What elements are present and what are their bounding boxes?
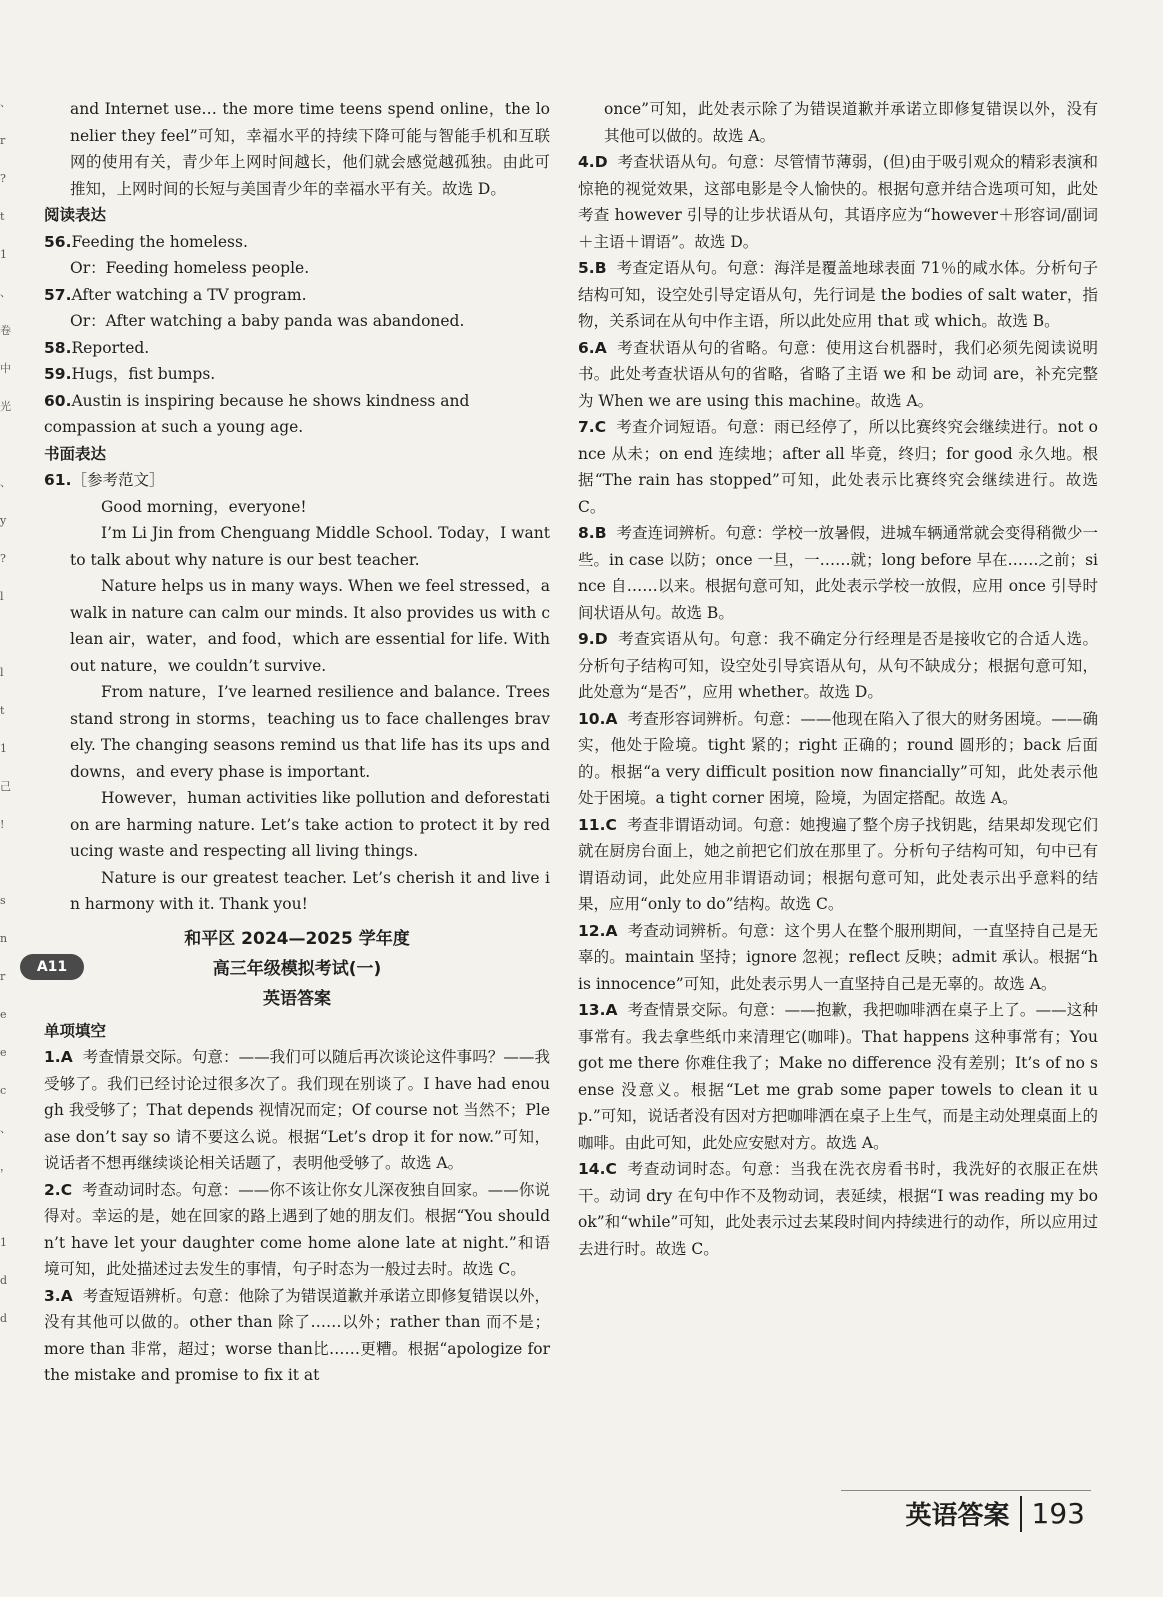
question-answer <box>578 626 1098 706</box>
page-footer <box>906 1495 1085 1532</box>
answer-letter: C <box>594 418 607 436</box>
explanation: 考查形容词辨析。句意：——他现在陷入了很大的财务困境。——确实，他处于险境。tight 紧的；right 正确的；round 圆形的；back 后面的。根据“a very difficult position now financially”可知，此处表示他处于困境。a tight corner 困境，险境，为固定搭配。故选 A。 <box>578 709 1098 807</box>
question-number: 4. <box>578 153 595 171</box>
question-answer <box>578 918 1098 998</box>
mc-heading: 单项填空 <box>44 1021 107 1040</box>
essay-paragraph: From nature，I’ve learned resilience and balance. Trees stand strong in storms，teaching us to face challenges bravely. The changing seasons remind us that life has its ups and downs，and every phase is important. <box>70 683 550 781</box>
answer-number: 57. <box>44 285 72 304</box>
reading-answer <box>44 282 550 309</box>
question-answer <box>44 1177 550 1283</box>
answer-letter: A <box>60 1048 73 1066</box>
margin-glyph: d <box>0 1312 8 1325</box>
essay-paragraph: Good morning，everyone! <box>101 497 307 516</box>
essay-paragraph: I’m Li Jin from Chenguang Middle School. Today，I want to talk about why nature is our best teacher. <box>70 524 550 569</box>
question-answer <box>578 335 1098 415</box>
margin-glyph: 1 <box>0 248 7 261</box>
explanation: 考查情景交际。句意：——我们可以随后再次谈论这件事吗？——我受够了。我们已经讨论过很多次了。我们现在别谈了。I have had enough 我受够了；That depends 视情况而定；Of course not 当然不；Please don’t say so 请不要这么说。根据“Let’s drop it for now.”可知，说话者不想再继续谈论相关话题了，表明他受够了。故选 A。 <box>44 1048 550 1172</box>
reading-answer <box>44 361 550 388</box>
left-questions <box>44 1044 550 1389</box>
margin-glyph: s <box>0 894 6 907</box>
answer-text: Feeding the homeless. <box>71 232 248 251</box>
margin-glyph <box>0 1344 14 1382</box>
question-answer <box>578 812 1098 918</box>
question-number: 14. <box>578 1160 606 1178</box>
explanation: 考查情景交际。句意：——抱歉，我把咖啡洒在桌子上了。——这种事常有。我去拿些纸巾来清理它(咖啡)。That happens 这种事常有；You got me there 你难住我了；Make no difference 没有差别；It’s of no sense 没意义。根据“Let me grab some paper towels to clean it up.”可知，说话者没有因对方把咖啡洒在桌子上生气，而是主动处理桌面上的咖啡。由此可知，此处应安慰对方。故选 A。 <box>578 1001 1098 1152</box>
margin-glyph: e <box>0 1008 7 1021</box>
essay-paragraph: Nature helps us in many ways. When we feel stressed，a walk in nature can calm our minds. It also provides us with clean air，water，and food，which are essential for life. Without nature，we couldn’t survive. <box>70 577 550 675</box>
answer-letter: C <box>605 1160 617 1178</box>
question-number: 2. <box>44 1180 61 1199</box>
margin-glyph: t <box>0 210 5 223</box>
explanation: 考查短语辨析。句意：他除了为错误道歉并承诺立即修复错误以外，没有其他可以做的。other than 除了……以外；rather than 而不是；more than 非常，超过；worse than比……更糟。根据“apologize for the mistake and promise to fix it at <box>44 1286 550 1384</box>
margin-glyph: 光 <box>0 400 11 413</box>
margin-glyph <box>0 622 14 660</box>
footer-rule <box>841 1490 1091 1491</box>
answer-letter: A <box>605 921 618 940</box>
answer-letter: A <box>594 338 607 357</box>
margin-glyph: n <box>0 932 8 945</box>
reading-answer <box>44 388 550 441</box>
writing-heading: 书面表达 <box>44 444 107 463</box>
q3-continuation: once”可知，此处表示除了为错误道歉并承诺立即修复错误以外，没有其他可以做的。故选 A。 <box>604 100 1098 145</box>
reading-answer <box>44 229 550 256</box>
question-answer <box>44 1044 550 1177</box>
answer-letter: A <box>605 709 618 728</box>
answer-text: Austin is inspiring because he shows kindness and compassion at such a young age. <box>44 391 470 436</box>
explanation: 考查连词辨析。句意：学校一放暑假，进城车辆通常就会变得稍微少一些。in case 以防；once 一旦，一……就；long before 早在……之前；since 自……以来。根据句意可知，此处表示学校一放假，应用 once 引导时间状语从句。故选 B。 <box>578 524 1098 622</box>
exam-title-line1: 和平区 2024—2025 学年度 <box>184 928 410 949</box>
question-number: 1. <box>44 1048 61 1066</box>
explanation: 考查非谓语动词。句意：她搜遍了整个房子找钥匙，结果却发现它们就在厨房台面上，她之前把它们放在那里了。分析句子结构可知，句中已有谓语动词，此处应用非谓语动词；根据句意可知，此处表示出乎意料的结果，应用“only to do”结构。故选 C。 <box>578 815 1098 913</box>
question-answer <box>578 706 1098 812</box>
answer-number: 56. <box>44 232 72 251</box>
question-answer <box>578 149 1098 255</box>
answer-letter: C <box>60 1180 73 1199</box>
margin-glyph: r <box>0 134 6 147</box>
exam-title-line2: 高三年级模拟考试(一) <box>212 958 382 979</box>
answer-letter: A <box>605 1001 618 1019</box>
exam-title-block <box>36 924 550 1014</box>
margin-bleed <box>0 90 14 1490</box>
margin-glyph: 中 <box>0 362 11 375</box>
explanation: 考查动词辨析。句意：这个男人在整个服刑期间，一直坚持自己是无辜的。maintain 坚持；ignore 忽视；reflect 反映；admit 承认。根据“his innocence”可知，此处表示男人一直坚持自己是无辜的。故选 A。 <box>578 921 1098 993</box>
question-number: 9. <box>578 630 595 648</box>
question-answer <box>578 1156 1098 1262</box>
footer-label: 英语答案 <box>905 1501 1010 1531</box>
margin-glyph: t <box>0 704 5 717</box>
question-number: 10. <box>578 709 606 728</box>
answer-number: 59. <box>44 365 72 383</box>
margin-glyph: 、 <box>0 286 11 299</box>
margin-glyph: ! <box>0 818 5 831</box>
right-questions <box>578 149 1098 1262</box>
q55-continuation: and Internet use… the more time teens spend online，the lonelier they feel”可知，幸福水平的持续下降可能与智能手机和互联网的使用有关，青少年上网时间越长，他们就会感觉越孤独。由此可推知，上网时间的长短与美国青少年的幸福水平有关。故选 D。 <box>70 100 550 198</box>
question-number: 8. <box>578 524 595 542</box>
margin-glyph: 、 <box>0 476 11 489</box>
margin-glyph: ? <box>0 172 6 185</box>
reading-answer <box>44 308 550 335</box>
answer-number: 58. <box>44 338 72 357</box>
reading-answer <box>44 335 550 362</box>
right-column <box>578 96 1098 1262</box>
question-number: 6. <box>578 338 595 357</box>
question-answer <box>578 997 1098 1156</box>
question-number: 3. <box>44 1286 61 1305</box>
margin-glyph: l <box>0 590 4 603</box>
answer-text: After watching a TV program. <box>71 285 307 304</box>
question-answer <box>578 255 1098 335</box>
explanation: 考查状语从句的省略。句意：使用这台机器时，我们必须先阅读说明书。此处考查状语从句的省略，省略了主语 we 和 be 动词 are，补充完整为 When we are using this machine。故选 A。 <box>578 338 1098 410</box>
answer-letter: C <box>605 815 617 834</box>
answer-text: Reported. <box>71 338 150 357</box>
essay-body <box>44 494 550 918</box>
answer-text: Hugs，fist bumps. <box>71 365 216 383</box>
answer-number: 60. <box>44 391 72 410</box>
explanation: 考查状语从句。句意：尽管情节薄弱，(但)由于吸引观众的精彩表演和惊艳的视觉效果，这部电影是令人愉快的。根据句意并结合选项可知，此处考查 however 引导的让步状语从句，其语序应为“however＋形容词/副词＋主语＋谓语”。故选 D。 <box>578 153 1098 251</box>
margin-glyph <box>0 1192 14 1230</box>
margin-glyph: 1 <box>0 742 7 755</box>
margin-glyph: ， <box>0 1160 11 1173</box>
explanation: 考查定语从句。句意：海洋是覆盖地球表面 71％的咸水体。分析句子结构可知，设空处引导定语从句，先行词是 the bodies of salt water，指物，关系词在从句中作主语，所以此处应用 that 或 which。故选 B。 <box>578 259 1098 330</box>
answer-text: Or：Feeding homeless people. <box>70 259 310 277</box>
left-column <box>36 96 550 1389</box>
question-answer <box>44 1283 550 1389</box>
margin-glyph: 己 <box>0 780 11 793</box>
essay-paragraph: However，human activities like pollution and deforestation are harming nature. Let’s take action to protect it by reducing waste and respecting all living things. <box>70 789 550 860</box>
explanation: 考查动词时态。句意：当我在洗衣房看书时，我洗好的衣服正在烘干。动词 dry 在句中作不及物动词，表延续，根据“I was reading my book”和“while”可知，此处表示过去某段时间内持续进行的动作，所以应用过去进行时。故选 C。 <box>578 1160 1098 1258</box>
question-number: 12. <box>578 921 606 940</box>
margin-glyph: 、 <box>0 1122 11 1135</box>
explanation: 考查动词时态。句意：——你不该让你女儿深夜独自回家。——你说得对。幸运的是，她在回家的路上遇到了她的朋友们。根据“You shouldn’t have let your daughter come home alone late at night.”和语境可知，此处描述过去发生的事情，句子时态为一般过去时。故选 C。 <box>44 1180 550 1278</box>
answer-letter: D <box>594 153 608 171</box>
answer-letter: A <box>60 1286 73 1305</box>
question-answer <box>578 520 1098 626</box>
margin-glyph: 、 <box>0 96 11 109</box>
explanation: 考查宾语从句。句意：我不确定分行经理是否是接收它的合适人选。分析句子结构可知，设空处引导宾语从句，从句不缺成分；根据句意可知，此处意为“是否”，应用 whether。故选 D。 <box>578 630 1098 701</box>
answer-letter: B <box>594 524 607 542</box>
margin-glyph: 1 <box>0 1236 7 1249</box>
margin-glyph: d <box>0 1274 8 1287</box>
margin-glyph: y <box>0 514 7 527</box>
explanation: 考查介词短语。句意：雨已经停了，所以比赛终究会继续进行。not once 从未；on end 连续地；after all 毕竟，终归；for good 永久地。根据“The rain has stopped”可知，此处表示比赛终究会继续进行。故选 C。 <box>578 418 1098 516</box>
margin-glyph: e <box>0 1046 7 1059</box>
page-number: 193 <box>1031 1497 1085 1530</box>
section-badge: A11 <box>20 954 84 980</box>
question-number: 13. <box>578 1001 606 1019</box>
margin-glyph: l <box>0 666 4 679</box>
margin-glyph: 卷 <box>0 324 11 337</box>
question-number: 11. <box>578 815 606 834</box>
question-number: 5. <box>578 259 595 277</box>
margin-glyph: r <box>0 970 6 983</box>
essay-label: 61.［参考范文］ <box>44 471 165 489</box>
question-number: 7. <box>578 418 595 436</box>
reading-answer <box>44 255 550 282</box>
margin-glyph: ? <box>0 552 6 565</box>
answer-letter: B <box>594 259 607 277</box>
answer-text: Or：After watching a baby panda was abandoned. <box>70 312 465 330</box>
essay-paragraph: Nature is our greatest teacher. Let’s cherish it and live in harmony with it. Thank you! <box>70 868 550 913</box>
reading-heading: 阅读表达 <box>44 206 107 224</box>
margin-glyph <box>0 432 14 470</box>
reading-answers <box>44 229 550 441</box>
question-answer <box>578 414 1098 520</box>
answer-letter: D <box>594 630 608 648</box>
exam-title-line3: 英语答案 <box>263 988 331 1009</box>
margin-glyph: c <box>0 1084 7 1097</box>
margin-glyph <box>0 850 14 888</box>
